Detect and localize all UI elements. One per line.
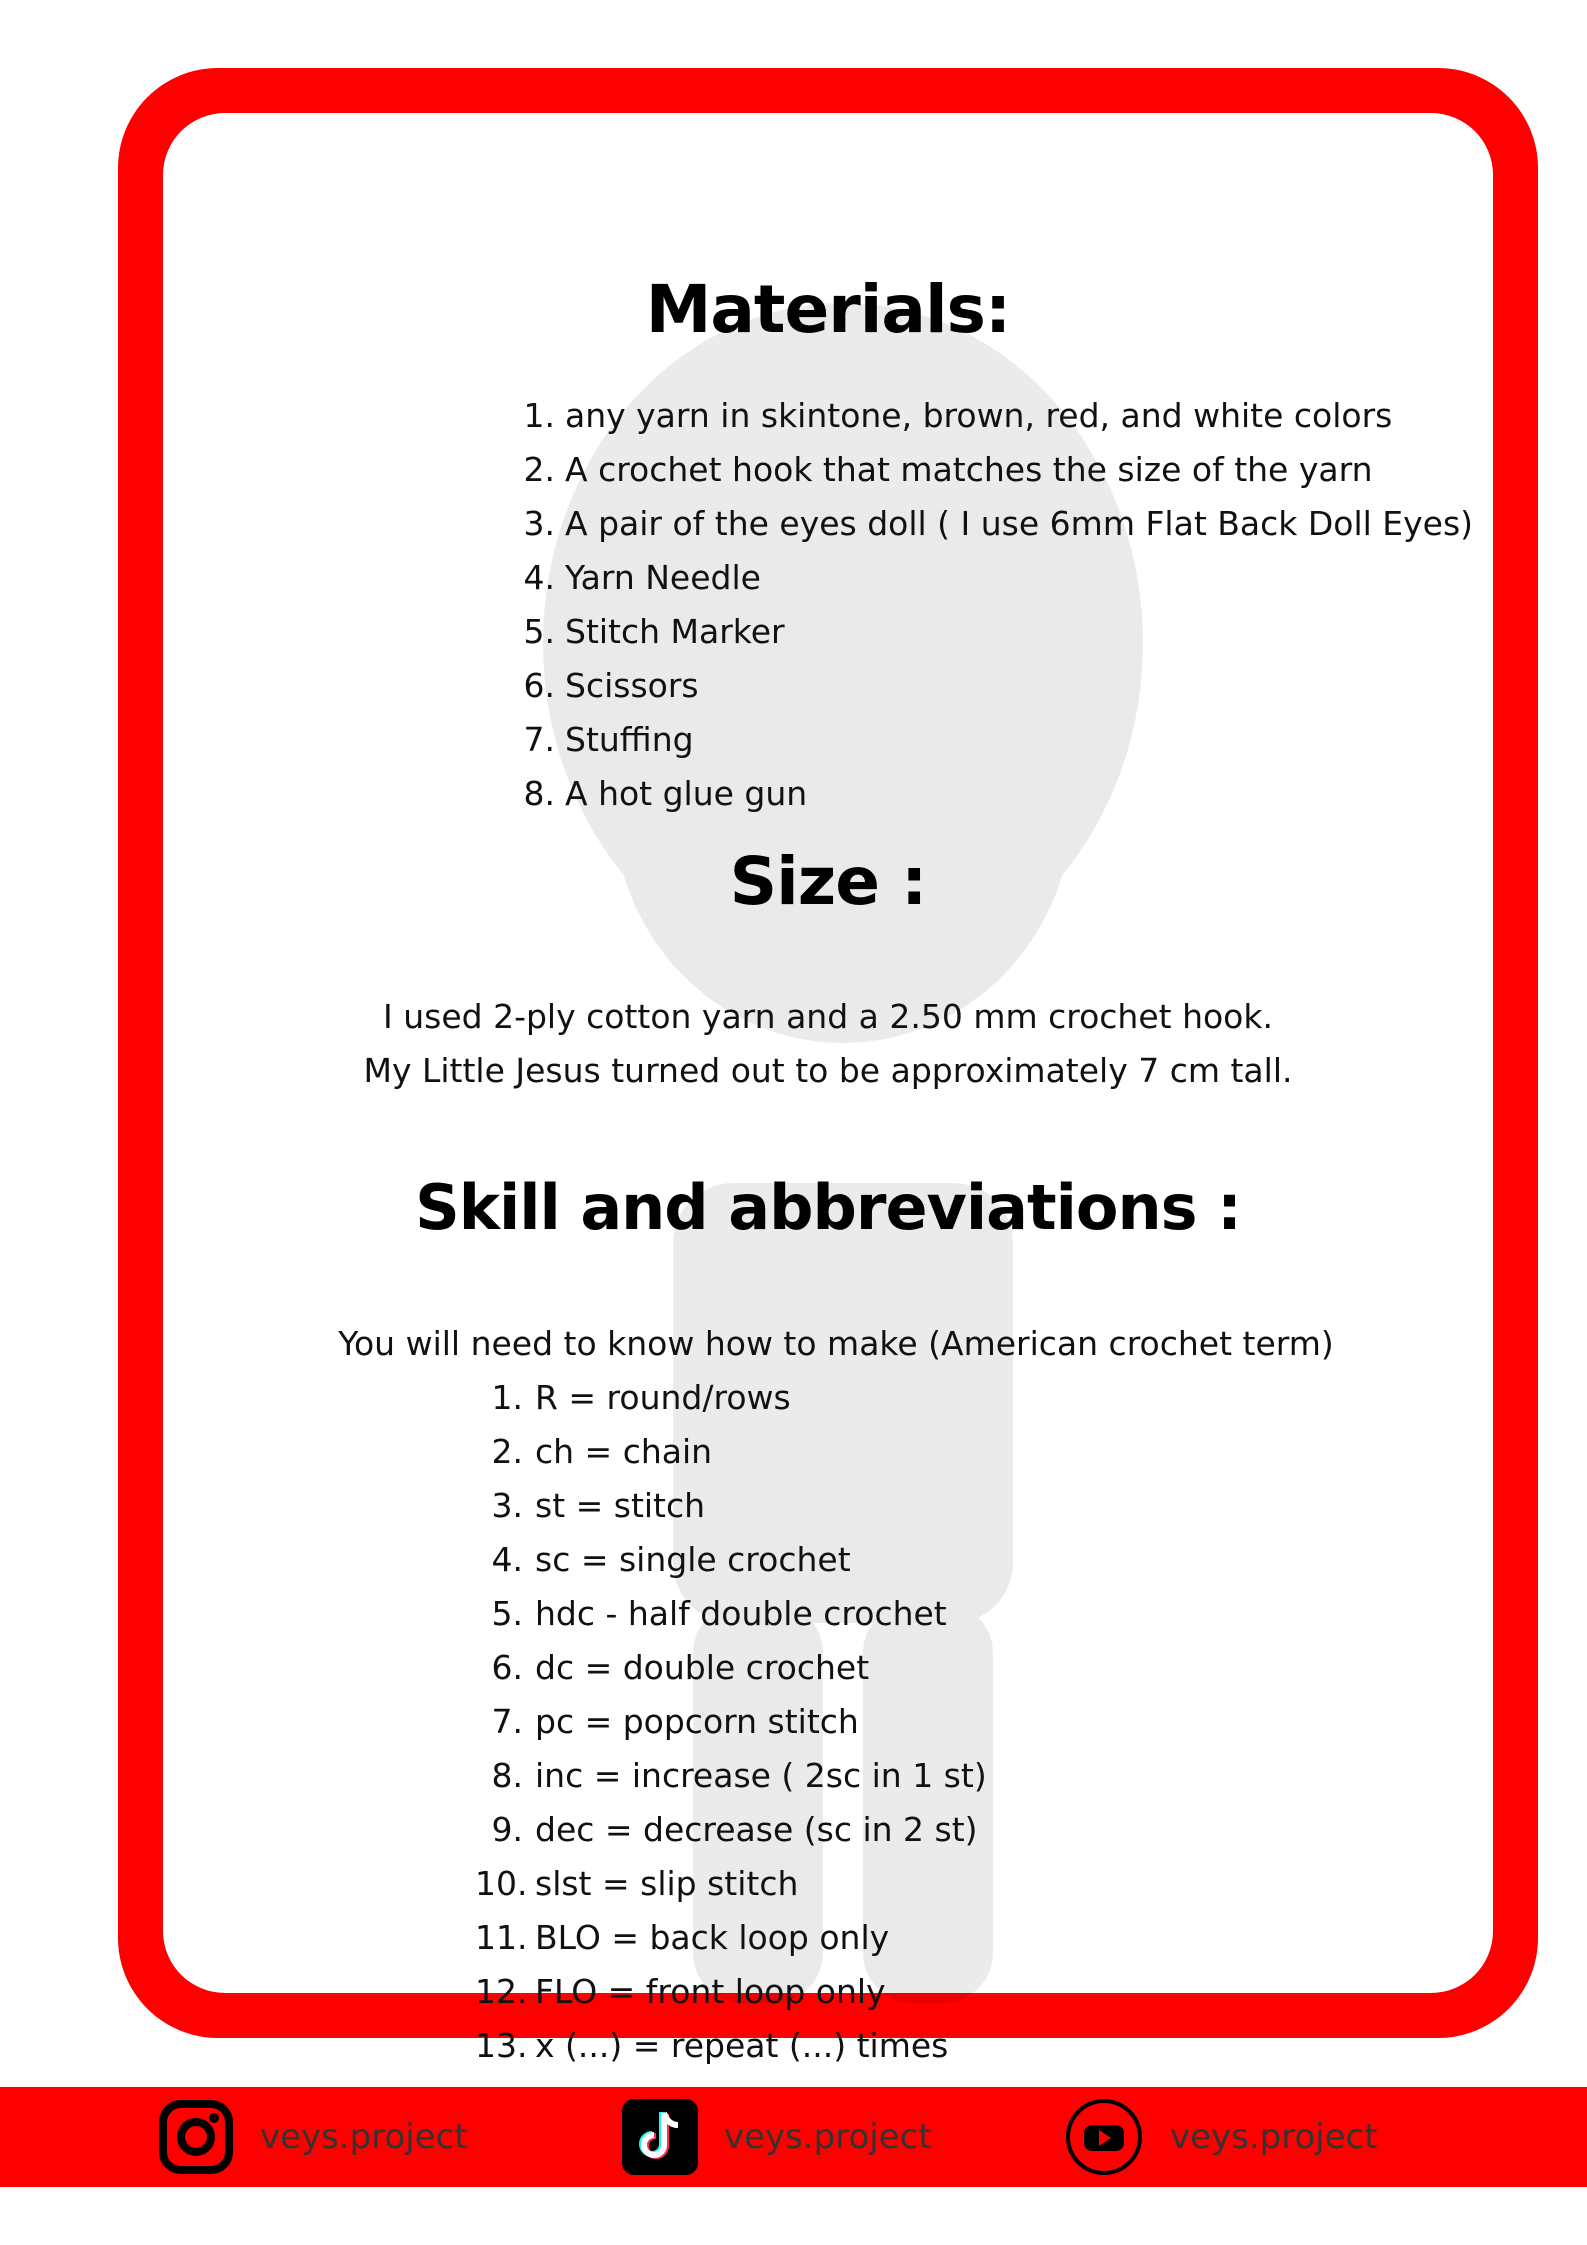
social-label[interactable]: veys.project <box>1170 2117 1378 2157</box>
list-item: 4. sc = single crochet <box>491 1540 851 1579</box>
list-item: 5. Stitch Marker <box>523 612 785 651</box>
content-card <box>118 68 1538 2065</box>
social-label[interactable]: veys.project <box>724 2117 932 2157</box>
list-item: 12. FLO = front loop only <box>475 1972 886 2011</box>
list-item: 4. Yarn Needle <box>523 558 761 597</box>
list-item: 6. Scissors <box>523 666 699 705</box>
list-item: 2. A crochet hook that matches the size of the yarn <box>523 450 1373 489</box>
list-item: 6. dc = double crochet <box>491 1648 870 1687</box>
list-item: 7. Stuffing <box>523 720 694 759</box>
list-item: 1. any yarn in skintone, brown, red, and white colors <box>523 396 1393 435</box>
list-item: 9. dec = decrease (sc in 2 st) <box>491 1810 978 1849</box>
youtube-icon <box>1064 2097 1144 2177</box>
list-item: 5. hdc - half double crochet <box>491 1594 947 1633</box>
list-item: 11. BLO = back loop only <box>475 1918 890 1957</box>
list-item: 7. pc = popcorn stitch <box>491 1702 859 1741</box>
skills-intro: You will need to know how to make (American crochet term) <box>338 1324 1334 1363</box>
materials-title: Materials: <box>645 271 1011 348</box>
list-item: 2. ch = chain <box>491 1432 713 1471</box>
social-tiktok[interactable] <box>622 2101 932 2173</box>
social-footer <box>0 2087 1587 2187</box>
size-line: My Little Jesus turned out to be approximately 7 cm tall. <box>363 1051 1293 1090</box>
tiktok-icon <box>622 2099 698 2175</box>
list-item: 8. A hot glue gun <box>523 774 808 813</box>
list-item: 3. A pair of the eyes doll ( I use 6mm Flat Back Doll Eyes) <box>523 504 1474 543</box>
list-item: 8. inc = increase ( 2sc in 1 st) <box>491 1756 987 1795</box>
social-youtube[interactable] <box>1064 2101 1378 2173</box>
list-item: 13. x (...) = repeat (...) times <box>475 2026 949 2065</box>
content-card-inner <box>163 113 1493 2065</box>
size-title: Size : <box>729 843 927 920</box>
size-line: I used 2-ply cotton yarn and a 2.50 mm crochet hook. <box>383 997 1273 1036</box>
list-item: 1. R = round/rows <box>491 1378 791 1417</box>
social-instagram[interactable] <box>158 2101 468 2173</box>
skills-title: Skill and abbreviations : <box>415 1171 1241 1244</box>
instagram-icon <box>158 2099 234 2175</box>
social-label[interactable]: veys.project <box>260 2117 468 2157</box>
size-description <box>163 990 1493 1098</box>
list-item: 3. st = stitch <box>491 1486 706 1525</box>
list-item: 10. slst = slip stitch <box>475 1864 799 1903</box>
